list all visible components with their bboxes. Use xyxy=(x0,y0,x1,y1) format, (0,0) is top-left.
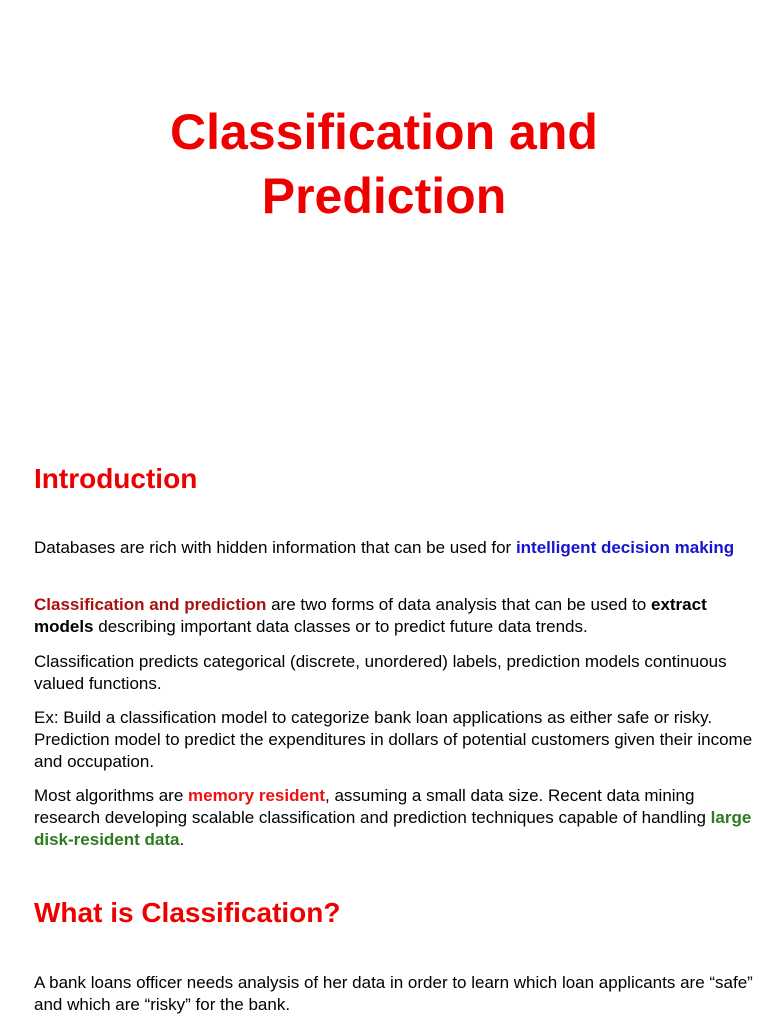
intro-p2-text-1: are two forms of data analysis that can be used to xyxy=(266,595,651,614)
intro-p2-text-2: describing important data classes or to predict future data trends. xyxy=(93,617,588,636)
intro-p2-bold: extract models xyxy=(34,595,707,636)
intro-p2-highlight: Classification and prediction xyxy=(34,595,267,614)
intro-paragraph-1 xyxy=(34,537,764,559)
intro-p5-highlight-2: large disk-resident data xyxy=(34,808,752,849)
classification-paragraph-1: A bank loans officer needs analysis of her data in order to learn which loan applicants are “safe” and which are “risky” for the bank. xyxy=(34,973,753,1014)
intro-p5-highlight-1: memory resident xyxy=(188,786,325,805)
intro-paragraph-2 xyxy=(34,594,764,638)
page-title-line-1: Classification and xyxy=(170,104,598,160)
intro-paragraph-4: Ex: Build a classification model to categorize bank loan applications as either safe or risky. Prediction model to predict the expenditures in dollars of potential customers given their income and occupation. xyxy=(34,708,753,771)
intro-paragraph-5 xyxy=(34,785,764,851)
intro-p1-highlight: intelligent decision making xyxy=(515,538,735,557)
intro-p5-text-2: , assuming a small data size. Recent data mining research developing scalable classification and prediction techniques capable of handling xyxy=(34,786,711,827)
intro-paragraph-3: Classification predicts categorical (discrete, unordered) labels, prediction models continuous valued functions. xyxy=(34,652,727,693)
what-is-classification-heading: What is Classification? xyxy=(34,897,341,928)
introduction-heading: Introduction xyxy=(34,463,198,494)
intro-p5-text-3: . xyxy=(179,830,185,849)
page-title xyxy=(0,100,768,228)
intro-p5-text-1: Most algorithms are xyxy=(34,786,188,805)
page-title-line-2: Prediction xyxy=(261,168,507,224)
intro-p1-text: Databases are rich with hidden information that can be used for xyxy=(34,538,516,557)
